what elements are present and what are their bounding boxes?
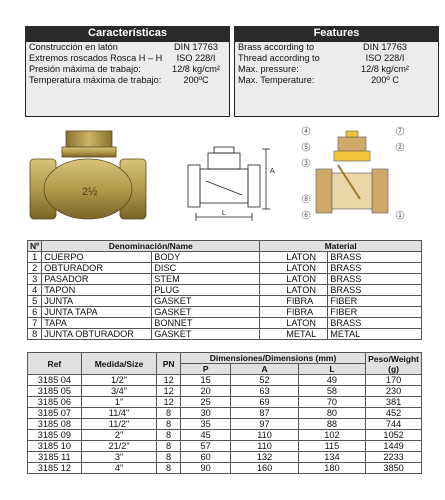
cell-material-en: BRASS <box>328 285 422 296</box>
callout-label: 2 <box>398 145 402 151</box>
table-row <box>28 375 422 386</box>
table-row <box>28 329 422 340</box>
cell-material-en: METAL <box>328 329 422 340</box>
cell-l: 102 <box>298 430 365 441</box>
cell-l: 70 <box>298 397 365 408</box>
col-header-size: Medida/Size <box>81 353 157 375</box>
spec-row <box>26 42 229 53</box>
cell-name-en: PLUG <box>152 285 260 296</box>
cell-name-en: GASKET <box>152 307 260 318</box>
cell-a: 63 <box>231 386 298 397</box>
callout-label: 1 <box>398 213 402 219</box>
cell-pn: 12 <box>157 375 181 386</box>
table-row <box>28 463 422 474</box>
spec-label: Construcción en latón <box>29 42 118 52</box>
spec-title-en: Features <box>234 26 439 41</box>
table-row <box>28 397 422 408</box>
spec-value: DIN 17763 <box>363 42 407 52</box>
spec-row <box>235 75 438 86</box>
dimensions-body <box>28 375 422 474</box>
cell-name-en: BONNET <box>152 318 260 329</box>
col-header-weight: Peso/Weight (g) <box>366 353 422 375</box>
valve-marking: 2½ <box>82 186 98 198</box>
cell-weight: 1449 <box>366 441 422 452</box>
spec-value: ISO 228/I <box>365 53 405 63</box>
cell-material-en: FIBER <box>328 296 422 307</box>
cell-ref: 3185 06 <box>28 397 82 408</box>
cell-pn: 12 <box>157 386 181 397</box>
cell-weight: 170 <box>366 375 422 386</box>
cell-size: 3" <box>81 452 157 463</box>
cell-l: 180 <box>298 463 365 474</box>
col-header-dims: Dimensiones/Dimensions (mm) <box>180 353 365 364</box>
callout-label: 8 <box>304 197 308 203</box>
cell-weight: 1052 <box>366 430 422 441</box>
valve-photo <box>30 131 146 219</box>
cell-l: 134 <box>298 452 365 463</box>
cell-name-en: BODY <box>152 252 260 263</box>
cell-a: 132 <box>231 452 298 463</box>
cell-l: 49 <box>298 375 365 386</box>
cell-size: 4" <box>81 463 157 474</box>
cell-material-es: METAL <box>260 329 328 340</box>
product-illustrations <box>20 117 430 237</box>
materials-table <box>27 240 422 340</box>
cell-size: 11/2" <box>81 419 157 430</box>
cell-name-es: JUNTA OBTURADOR <box>42 329 152 340</box>
cell-number: 7 <box>28 318 42 329</box>
col-header-ref: Ref <box>28 353 82 375</box>
cell-a: 97 <box>231 419 298 430</box>
cell-material-es: LATON <box>260 263 328 274</box>
cell-weight: 3850 <box>366 463 422 474</box>
table-row <box>28 307 422 318</box>
cell-l: 88 <box>298 419 365 430</box>
cell-ref: 3185 09 <box>28 430 82 441</box>
spec-value: DIN 17763 <box>174 42 218 52</box>
spec-label: Extremos roscados Rosca H – H <box>29 53 163 63</box>
callout-label: 7 <box>398 129 402 135</box>
callout-label: 3 <box>304 161 308 167</box>
cell-size: 1" <box>81 397 157 408</box>
spec-label: Brass according to <box>238 42 315 52</box>
cell-name-en: DISC <box>152 263 260 274</box>
cell-material-es: LATON <box>260 318 328 329</box>
table-row <box>28 296 422 307</box>
cell-p: 30 <box>180 408 230 419</box>
dim-label-l: L <box>222 210 226 217</box>
cell-ref: 3185 12 <box>28 463 82 474</box>
cell-a: 52 <box>231 375 298 386</box>
cell-pn: 8 <box>157 419 181 430</box>
cell-number: 6 <box>28 307 42 318</box>
table-row <box>28 441 422 452</box>
col-header-num: Nº <box>28 241 42 252</box>
spec-label: Max. pressure: <box>238 64 299 74</box>
cell-p: 45 <box>180 430 230 441</box>
cell-material-en: BRASS <box>328 318 422 329</box>
cell-size: 11/4" <box>81 408 157 419</box>
cell-material-en: BRASS <box>328 263 422 274</box>
col-header-l: L <box>298 364 365 375</box>
table-row <box>28 408 422 419</box>
cell-material-es: FIBRA <box>260 296 328 307</box>
cell-pn: 8 <box>157 441 181 452</box>
cell-a: 110 <box>231 430 298 441</box>
spec-row <box>235 42 438 53</box>
col-header-p: P <box>180 364 230 375</box>
cell-p: 35 <box>180 419 230 430</box>
col-header-name: Denominación/Name <box>42 241 260 252</box>
cell-name-es: TAPON <box>42 285 152 296</box>
spec-panel-es <box>25 41 230 117</box>
spec-label: Max. Temperature: <box>238 75 315 85</box>
cell-ref: 3185 07 <box>28 408 82 419</box>
product-images <box>20 117 430 237</box>
col-header-pn: PN <box>157 353 181 375</box>
spec-row <box>26 75 229 86</box>
cell-size: 3/4" <box>81 386 157 397</box>
cell-number: 8 <box>28 329 42 340</box>
cell-p: 20 <box>180 386 230 397</box>
cell-l: 80 <box>298 408 365 419</box>
cell-a: 87 <box>231 408 298 419</box>
cell-a: 110 <box>231 441 298 452</box>
callout-label: 5 <box>304 145 308 151</box>
table-row <box>28 318 422 329</box>
dimensions-table <box>27 352 422 474</box>
dim-label-a: A <box>270 168 275 175</box>
cell-material-es: FIBRA <box>260 307 328 318</box>
cell-pn: 8 <box>157 408 181 419</box>
cell-weight: 381 <box>366 397 422 408</box>
cell-p: 60 <box>180 452 230 463</box>
spec-value: ISO 228/I <box>176 53 216 63</box>
spec-label: Thread according to <box>238 53 320 63</box>
cell-material-es: LATON <box>260 274 328 285</box>
cell-name-en: GASKET <box>152 296 260 307</box>
cell-number: 3 <box>28 274 42 285</box>
cell-p: 57 <box>180 441 230 452</box>
cell-pn: 12 <box>157 397 181 408</box>
spec-label: Presión máxima de trabajo: <box>29 64 141 74</box>
cell-name-es: TAPA <box>42 318 152 329</box>
spec-value: 200º C <box>371 75 399 85</box>
cell-p: 90 <box>180 463 230 474</box>
cell-material-en: BRASS <box>328 252 422 263</box>
col-header-material: Material <box>260 241 422 252</box>
cell-weight: 452 <box>366 408 422 419</box>
cell-ref: 3185 11 <box>28 452 82 463</box>
callout-label: 4 <box>304 129 308 135</box>
cell-name-es: JUNTA <box>42 296 152 307</box>
spec-value: 12/8 kg/cm² <box>361 64 409 74</box>
cell-p: 25 <box>180 397 230 408</box>
cutaway-drawing <box>316 131 388 213</box>
cell-weight: 2233 <box>366 452 422 463</box>
cell-name-es: OBTURADOR <box>42 263 152 274</box>
cell-material-en: FIBER <box>328 307 422 318</box>
spec-row <box>235 53 438 64</box>
col-header-a: A <box>231 364 298 375</box>
cell-ref: 3185 04 <box>28 375 82 386</box>
spec-row <box>26 53 229 64</box>
cell-l: 58 <box>298 386 365 397</box>
cell-l: 115 <box>298 441 365 452</box>
cell-ref: 3185 08 <box>28 419 82 430</box>
spec-value: 200ºC <box>183 75 209 85</box>
cell-material-es: LATON <box>260 285 328 296</box>
table-row <box>28 386 422 397</box>
table-header-row <box>28 353 422 364</box>
table-row <box>28 452 422 463</box>
cell-weight: 230 <box>366 386 422 397</box>
spec-panel-en <box>234 41 439 117</box>
technical-drawing <box>188 147 270 221</box>
cell-material-en: BRASS <box>328 274 422 285</box>
cell-p: 15 <box>180 375 230 386</box>
cell-weight: 744 <box>366 419 422 430</box>
callout-label: 6 <box>304 213 308 219</box>
cell-number: 1 <box>28 252 42 263</box>
cell-name-es: CUERPO <box>42 252 152 263</box>
table-header-row <box>28 241 422 252</box>
cell-size: 1/2" <box>81 375 157 386</box>
cell-name-en: STEM <box>152 274 260 285</box>
spec-row <box>26 64 229 75</box>
cell-ref: 3185 10 <box>28 441 82 452</box>
cell-ref: 3185 05 <box>28 386 82 397</box>
cell-pn: 8 <box>157 452 181 463</box>
cell-number: 4 <box>28 285 42 296</box>
spec-value: 12/8 kg/cm² <box>172 64 220 74</box>
table-row <box>28 285 422 296</box>
table-row <box>28 252 422 263</box>
table-row <box>28 263 422 274</box>
table-row <box>28 274 422 285</box>
cell-a: 69 <box>231 397 298 408</box>
table-row <box>28 430 422 441</box>
cell-number: 2 <box>28 263 42 274</box>
cell-a: 160 <box>231 463 298 474</box>
spec-title-es: Características <box>25 26 230 41</box>
cell-name-es: PASADOR <box>42 274 152 285</box>
table-row <box>28 419 422 430</box>
spec-row <box>235 64 438 75</box>
cell-pn: 8 <box>157 463 181 474</box>
cell-name-es: JUNTA TAPA <box>42 307 152 318</box>
spec-label: Temperatura máxima de trabajo: <box>29 75 162 85</box>
cell-size: 21/2" <box>81 441 157 452</box>
cell-material-es: LATON <box>260 252 328 263</box>
cell-number: 5 <box>28 296 42 307</box>
cell-size: 2" <box>81 430 157 441</box>
materials-body <box>28 252 422 340</box>
cell-pn: 8 <box>157 430 181 441</box>
cell-name-en: GASKET <box>152 329 260 340</box>
